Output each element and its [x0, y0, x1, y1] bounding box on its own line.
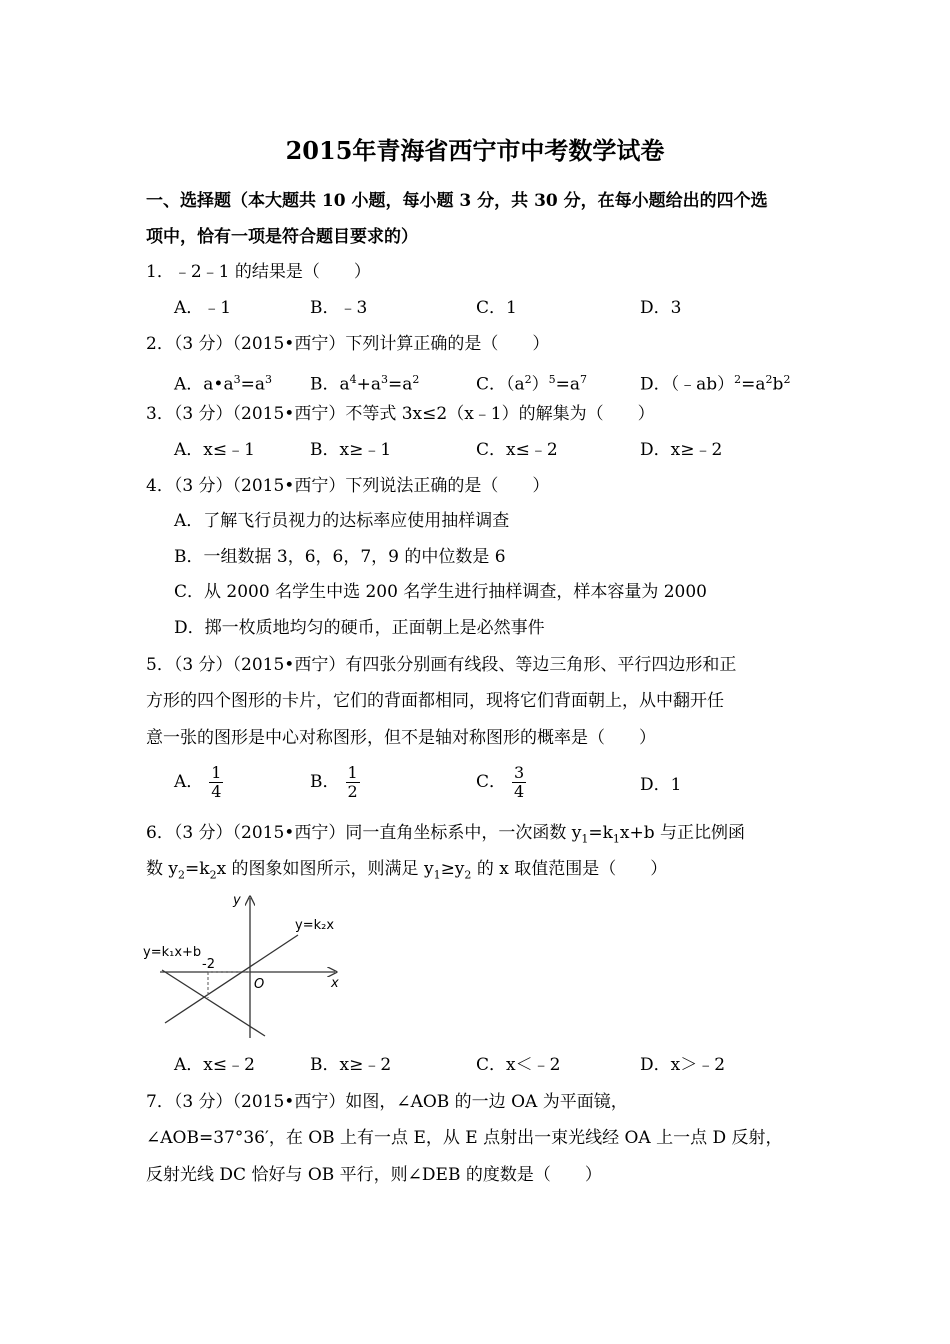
q3-option-c: C．x≤﹣2 — [476, 440, 558, 460]
q6-l2-e: 的 x 取值范围是（ ） — [471, 859, 668, 879]
x-axis-label: x — [331, 976, 339, 991]
q6-l2-sub1: 2 — [178, 868, 186, 882]
q5-b-den: 2 — [347, 782, 358, 801]
q2-b-text3: =a — [388, 374, 413, 395]
q5-option-b — [310, 764, 360, 801]
q3-stem: 3．（3 分）（2015•西宁）不等式 3x≤2（x﹣1）的解集为（ ） — [146, 404, 655, 424]
q6-option-d: D．x＞﹣2 — [640, 1055, 726, 1075]
q4-option-d: D．掷一枚质地均匀的硬币，正面朝上是必然事件 — [174, 618, 545, 638]
q6-graph — [140, 888, 350, 1043]
q6-l2-b: =k — [185, 859, 210, 879]
q2-option-c — [476, 366, 587, 399]
q2-a-text2: =a — [240, 374, 265, 395]
q6-l1-sub1: 1 — [581, 832, 589, 846]
q5-b-fraction — [346, 764, 360, 801]
q2-d-text: D．（﹣ab） — [640, 374, 735, 395]
q2-c-sup3: 7 — [580, 373, 588, 386]
q6-line2 — [146, 855, 667, 889]
line-y2-label: y=k₂x — [295, 918, 335, 933]
q2-c-sup: 2 — [524, 373, 532, 386]
y-axis-label: y — [233, 893, 241, 908]
q6-l2-c: x 的图象如图所示，则满足 y — [216, 859, 434, 879]
tick-label-neg2: -2 — [202, 957, 215, 972]
q2-c-text3: =a — [555, 374, 581, 395]
section-heading-line2: 项中，恰有一项是符合题目要求的） — [146, 227, 418, 247]
q1-stem: 1．﹣2﹣1 的结果是（ ） — [146, 262, 371, 282]
q6-l2-sub3: 1 — [433, 868, 441, 882]
q2-b-sup2: 3 — [381, 373, 389, 386]
q2-stem: 2．（3 分）（2015•西宁）下列计算正确的是（ ） — [146, 334, 550, 354]
q3-option-d: D．x≥﹣2 — [640, 440, 723, 460]
q6-l2-a: 数 y — [146, 859, 179, 879]
q5-b-label: B． — [310, 772, 340, 792]
q2-d-text2: =a — [741, 374, 766, 395]
origin-label: O — [254, 977, 265, 992]
q7-line1: 7．（3 分）（2015•西宁）如图，∠AOB 的一边 OA 为平面镜， — [146, 1092, 628, 1112]
q2-a-sup2: 3 — [264, 373, 272, 386]
q2-d-sup3: 2 — [783, 373, 791, 386]
q5-a-fraction — [209, 764, 223, 801]
q2-b-sup3: 2 — [412, 373, 420, 386]
q3-option-a: A．x≤﹣1 — [174, 440, 255, 460]
q6-l2-sub4: 2 — [464, 868, 472, 882]
page-title: 2015年青海省西宁市中考数学试卷 — [285, 136, 665, 165]
q2-d-sup: 2 — [734, 373, 742, 386]
q5-line3: 意一张的图形是中心对称图形，但不是轴对称图形的概率是（ ） — [146, 728, 656, 748]
q2-option-d — [640, 366, 790, 399]
q1-option-b: B．﹣3 — [310, 298, 368, 318]
q2-d-text3: b — [772, 374, 784, 395]
q5-c-fraction — [512, 764, 526, 801]
q2-c-text: C．（a — [476, 374, 525, 395]
q4-option-b: B．一组数据 3，6，6，7，9 的中位数是 6 — [174, 547, 506, 567]
section-heading-line1: 一、选择题（本大题共 10 小题，每小题 3 分，共 30 分，在每小题给出的四个选 — [146, 191, 768, 211]
q2-b-text: B．a — [310, 374, 350, 395]
q5-a-den: 4 — [211, 782, 222, 801]
q5-c-label: C． — [476, 772, 507, 792]
q6-option-c: C．x＜﹣2 — [476, 1055, 561, 1075]
q5-option-d: D．1 — [640, 775, 682, 795]
q4-option-a: A．了解飞行员视力的达标率应使用抽样调查 — [174, 511, 510, 531]
q3-option-b: B．x≥﹣1 — [310, 440, 392, 460]
line-y1-label: y=k₁x+b — [143, 945, 202, 960]
q6-l1-b: =k — [588, 823, 613, 843]
q1-option-d: D．3 — [640, 298, 682, 318]
q1-option-c: C．1 — [476, 298, 517, 318]
q5-a-num: 1 — [211, 763, 222, 782]
q2-c-text2: ） — [531, 374, 549, 395]
q2-b-sup: 4 — [349, 373, 357, 386]
q2-option-b — [310, 366, 419, 399]
q6-l2-sub2: 2 — [209, 868, 217, 882]
q6-option-b: B．x≥﹣2 — [310, 1055, 392, 1075]
q6-l1-c: x+b 与正比例函 — [619, 823, 746, 843]
q6-l2-d: ≥y — [440, 859, 465, 879]
q4-stem: 4．（3 分）（2015•西宁）下列说法正确的是（ ） — [146, 476, 550, 496]
q7-line2: ∠AOB=37°36′，在 OB 上有一点 E，从 E 点射出一束光线经 OA 上一点 D 反射， — [146, 1128, 783, 1148]
q2-a-sup: 3 — [233, 373, 241, 386]
q5-c-num: 3 — [514, 763, 525, 782]
q2-a-text: A．a•a — [174, 374, 234, 395]
q4-option-c: C．从 2000 名学生中选 200 名学生进行抽样调查，样本容量为 2000 — [174, 582, 708, 602]
q5-c-den: 4 — [514, 782, 525, 801]
q5-b-num: 1 — [347, 763, 358, 782]
q5-line1: 5．（3 分）（2015•西宁）有四张分别画有线段、等边三角形、平行四边形和正 — [146, 655, 737, 675]
q5-line2: 方形的四个图形的卡片，它们的背面都相同，现将它们背面朝上，从中翻开任 — [146, 691, 724, 711]
q5-option-a — [174, 764, 223, 801]
q5-option-c — [476, 764, 526, 801]
q1-option-a: A．﹣1 — [174, 298, 232, 318]
q6-l1-a: 6．（3 分）（2015•西宁）同一直角坐标系中，一次函数 y — [146, 823, 582, 843]
q6-option-a: A．x≤﹣2 — [174, 1055, 255, 1075]
q2-c-sup2: 5 — [548, 373, 556, 386]
q2-d-sup2: 2 — [765, 373, 773, 386]
q5-a-label: A． — [174, 772, 204, 792]
q7-line3: 反射光线 DC 恰好与 OB 平行，则∠DEB 的度数是（ ） — [146, 1165, 602, 1185]
q6-l1-sub2: 1 — [612, 832, 620, 846]
q2-b-text2: +a — [356, 374, 382, 395]
q6-line1 — [146, 819, 745, 853]
q2-option-a — [174, 366, 272, 399]
section-heading — [146, 183, 816, 255]
